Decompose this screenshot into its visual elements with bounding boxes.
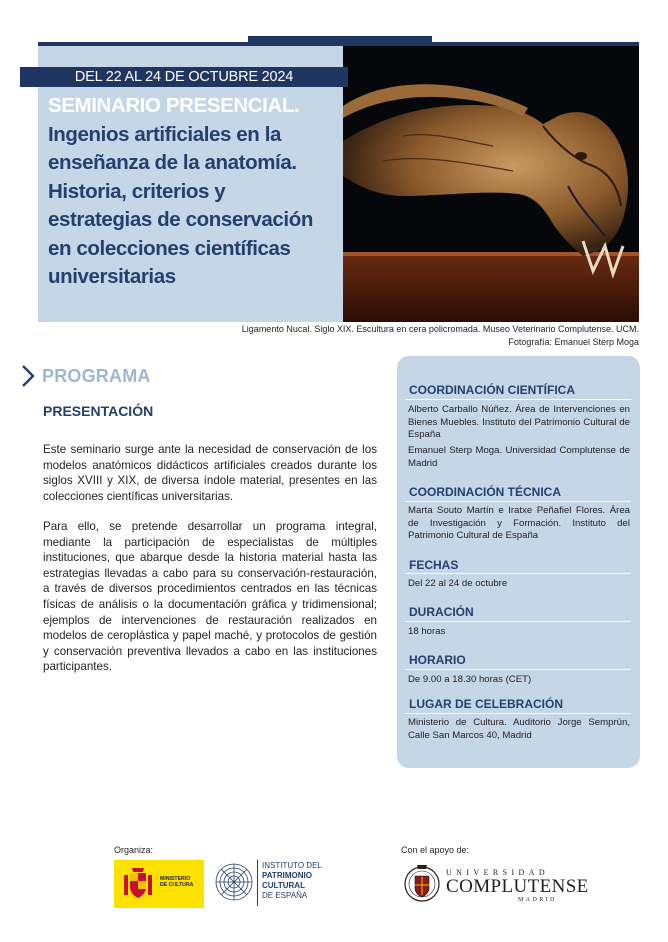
- photo-caption: [242, 323, 639, 349]
- coord-cientifica-entry: Alberto Carballo Núñez. Área de Intervenciones en Bienes Muebles. Instituto del Patrimonio Cultural de España: [408, 404, 630, 441]
- organiza-label: Organiza:: [114, 845, 154, 855]
- apoyo-label: Con el apoyo de:: [401, 845, 470, 855]
- spain-coat-of-arms-icon: [121, 867, 155, 901]
- ipce-logotype: [262, 861, 322, 901]
- ipce-line: PATRIMONIO: [262, 871, 312, 880]
- coord-tecnica-title: COORDINACIÓN TÉCNICA: [409, 485, 561, 499]
- subheading-presentacion: PRESENTACIÓN: [43, 403, 154, 419]
- title-line: Ingenios artificiales en la: [48, 122, 282, 146]
- divider: [405, 713, 631, 714]
- seminar-title: [48, 92, 340, 292]
- divider: [405, 399, 631, 400]
- title-line: Historia, criterios y: [48, 179, 226, 203]
- ipce-rosette-icon: [214, 858, 254, 906]
- ucm-universidad: UNIVERSIDAD: [446, 868, 550, 877]
- duracion-value: 18 horas: [408, 626, 446, 637]
- photo-caption-line: Ligamento Nucal. Siglo XIX. Escultura en cera policromada. Museo Veterinario Complutense. UCM.: [241, 324, 639, 334]
- ipce-line: INSTITUTO DEL: [262, 861, 322, 870]
- horario-title: HORARIO: [409, 653, 466, 667]
- coord-cientifica-title: COORDINACIÓN CIENTÍFICA: [409, 383, 575, 397]
- lugar-value: Ministerio de Cultura. Auditorio Jorge Semprún, Calle San Marcos 40, Madrid: [408, 717, 630, 741]
- coord-cientifica-entry: Emanuel Sterp Moga. Universidad Complutense de Madrid: [408, 445, 630, 469]
- section-label: PROGRAMA: [42, 365, 151, 386]
- title-lead: SEMINARIO PRESENCIAL.: [48, 94, 300, 117]
- chevron-right-icon: [20, 364, 36, 388]
- ministerio-line: MINISTERIO: [160, 876, 191, 882]
- divider: [405, 669, 631, 670]
- ucm-madrid: MADRID: [518, 897, 557, 903]
- date-banner: DEL 22 AL 24 DE OCTUBRE 2024: [20, 67, 348, 87]
- ministerio-cultura-logo: [114, 860, 204, 908]
- top-tab: [248, 36, 432, 42]
- section-programa: [20, 364, 151, 388]
- ucm-complutense: COMPLUTENSE: [446, 876, 589, 897]
- lugar-title: LUGAR DE CELEBRACIÓN: [409, 697, 564, 711]
- hero-photo-wax-horse-head: [343, 46, 639, 322]
- title-line: universitarias: [48, 265, 176, 288]
- coord-tecnica-entry: Marta Souto Martín e Iratxe Peñafiel Flores. Área de Investigación y Formación. Instituto del Patrimonio Cultural de España: [408, 505, 630, 542]
- ipce-divider: [257, 860, 258, 906]
- divider: [405, 621, 631, 622]
- ipce-line: DE ESPAÑA: [262, 891, 308, 900]
- ucm-seal-icon: [403, 860, 441, 906]
- duracion-title: DURACIÓN: [409, 605, 474, 619]
- fechas-value: Del 22 al 24 de octubre: [408, 578, 508, 589]
- fechas-title: FECHAS: [409, 558, 459, 572]
- ipce-line: CULTURAL: [262, 881, 305, 890]
- photo-credit: Fotografía: Emanuel Sterp Moga: [508, 337, 639, 347]
- paragraph: Para ello, se pretende desarrollar un programa integral, mediante la participación de especialistas de múltiples instituciones, que abarque desde la historia material hasta las estrategias llevadas a cabo para su conservación-restauración, a través de diversos procedimientos centrados en las técnicas físicas de análisis o la documentación gráfica y tridimensional; ejemplos de intervenciones de restauración realizados en modelos de ceroplástica y papel maché, y protocolos de gestión y conservación preventiva llevados a cabo en las instituciones participantes.: [43, 520, 377, 674]
- horario-value: De 9.00 a 18.30 horas (CET): [408, 674, 532, 685]
- paragraph: Este seminario surge ante la necesidad de conservación de los modelos anatómicos didácticos artificiales creados durante los siglos XVIII y XIX, de diversa índole material, presentes en las colecciones científicas universitarias.: [43, 443, 377, 503]
- title-line: en colecciones científicas: [48, 236, 291, 260]
- divider: [405, 573, 631, 574]
- title-line: enseñanza de la anatomía.: [48, 151, 297, 174]
- divider: [405, 501, 631, 502]
- ministerio-line: DE CULTURA: [160, 882, 194, 889]
- title-line: estrategias de conservación: [48, 208, 313, 231]
